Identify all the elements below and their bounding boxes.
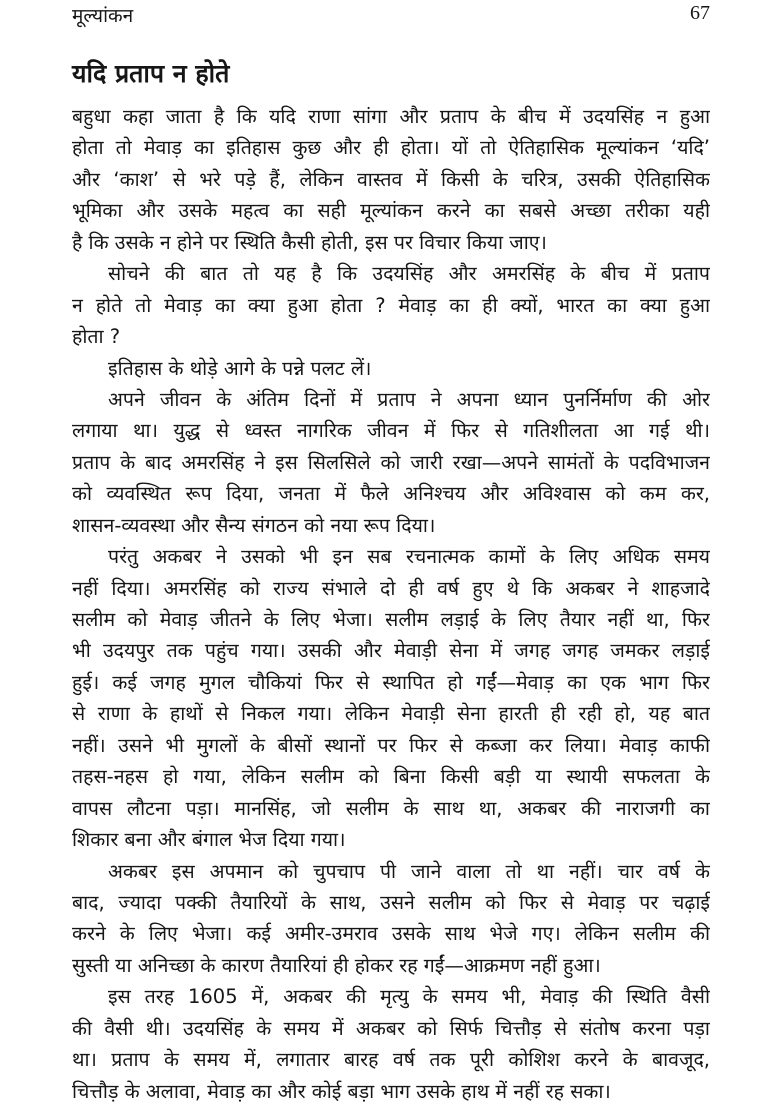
text-line: सलीम को मेवाड़ जीतने के लिए भेजा। सलीम लड़ाई के लिए तैयार नहीं था, फिर <box>72 608 710 631</box>
paragraph <box>72 981 710 1107</box>
text-line: हुई। कई जगह मुगल चौकियां फिर से स्थापित हो गईं—मेवाड़ का एक भाग फिर <box>72 670 710 694</box>
text-line: न होते तो मेवाड़ का क्या हुआ होता ? मेवाड़ का ही क्यों, भारत का क्या हुआ <box>72 293 710 317</box>
page-number: 67 <box>690 2 710 24</box>
body-text <box>72 101 710 1107</box>
text-line: वापस लौटना पड़ा। मानसिंह, जो सलीम के साथ था, अकबर की नाराजगी का <box>72 796 710 820</box>
running-header: मूल्यांकन <box>72 5 134 27</box>
text-line: की वैसी थी। उदयसिंह के समय में अकबर को सिर्फ चित्तौड़ से संतोष करना पड़ा <box>72 1016 710 1040</box>
text-line: को व्यवस्थित रूप दिया, जनता में फैले अनिश्चय और अविश्वास को कम कर, <box>72 482 710 506</box>
paragraph <box>72 101 710 258</box>
text-line: शासन-व्यवस्था और सैन्य संगठन को नया रूप दिया। <box>72 513 436 537</box>
text-line: और ‘काश’ से भरे पड़े हैं, लेकिन वास्तव में किसी के चरित्र, उसकी ऐतिहासिक <box>72 167 710 191</box>
chapter-title: यदि प्रताप न होते <box>72 59 230 88</box>
text-line: नहीं। उसने भी मुगलों के बीसों स्थानों पर फिर से कब्जा कर लिया। मेवाड़ काफी <box>72 733 710 757</box>
text-line: सोचने की बात तो यह है कि उदयसिंह और अमरसिंह के बीच में प्रताप <box>108 262 710 286</box>
paragraph <box>72 258 710 352</box>
text-line: बहुधा कहा जाता है कि यदि राणा सांगा और प्रताप के बीच में उदयसिंह न हुआ <box>72 105 710 128</box>
text-line: सुस्ती या अनिच्छा के कारण तैयारियां ही होकर रह गईं—आक्रमण नहीं हुआ। <box>72 953 601 977</box>
text-line: से राणा के हाथों से निकल गया। लेकिन मेवाड़ी सेना हारती ही रही हो, यह बात <box>72 702 710 726</box>
text-line: होता तो मेवाड़ का इतिहास कुछ और ही होता। यों तो ऐतिहासिक मूल्यांकन ‘यदि’ <box>72 136 710 160</box>
text-line: तहस-नहस हो गया, लेकिन सलीम को बिना किसी बड़ी या स्थायी सफलता के <box>72 765 710 789</box>
text-line: परंतु अकबर ने उसको भी इन सब रचनात्मक कामों के लिए अधिक समय <box>108 545 710 569</box>
text-line: लगाया था। युद्ध से ध्वस्त नागरिक जीवन में फिर से गतिशीलता आ गई थी। <box>72 419 710 443</box>
text-line: इतिहास के थोड़े आगे के पन्ने पलट लें। <box>108 356 372 380</box>
text-line: प्रताप के बाद अमरसिंह ने इस सिलसिले को जारी रखा—अपने सामंतों के पदविभाजन <box>72 450 710 474</box>
text-line: शिकार बना और बंगाल भेज दिया गया। <box>72 828 346 852</box>
text-line: था। प्रताप के समय में, लगातार बारह वर्ष तक पूरी कोशिश करने के बावजूद, <box>72 1048 710 1072</box>
paragraph <box>72 353 710 384</box>
paragraph <box>72 856 710 982</box>
text-line: अकबर इस अपमान को चुपचाप पी जाने वाला तो था नहीं। चार वर्ष के <box>108 859 710 883</box>
text-line: इस तरह 1605 में, अकबर की मृत्यु के समय भी, मेवाड़ की स्थिति वैसी <box>108 985 710 1009</box>
text-line: अपने जीवन के अंतिम दिनों में प्रताप ने अपना ध्यान पुनर्निर्माण की ओर <box>108 387 710 411</box>
text-line: भी उदयपुर तक पहुंच गया। उसकी और मेवाड़ी सेना में जगह जगह जमकर लड़ाई <box>72 639 710 663</box>
text-line: होता ? <box>72 325 121 349</box>
text-line: चित्तौड़ के अलावा, मेवाड़ का और कोई बड़ा भाग उसके हाथ में नहीं रह सका। <box>72 1079 611 1103</box>
text-line: करने के लिए भेजा। कई अमीर-उमराव उसके साथ भेजे गए। लेकिन सलीम की <box>72 922 710 946</box>
text-line: बाद, ज्यादा पक्की तैयारियों के साथ, उसने सलीम को फिर से मेवाड़ पर चढ़ाई <box>72 890 710 914</box>
text-line: भूमिका और उसके महत्व का सही मूल्यांकन करने का सबसे अच्छा तरीका यही <box>72 199 710 223</box>
paragraph <box>72 541 710 855</box>
text-line: नहीं दिया। अमरसिंह को राज्य संभाले दो ही वर्ष हुए थे कि अकबर ने शाहजादे <box>72 576 710 600</box>
text-line: है कि उसके न होने पर स्थिति कैसी होती, इस पर विचार किया जाए। <box>72 230 547 254</box>
paragraph <box>72 384 710 541</box>
